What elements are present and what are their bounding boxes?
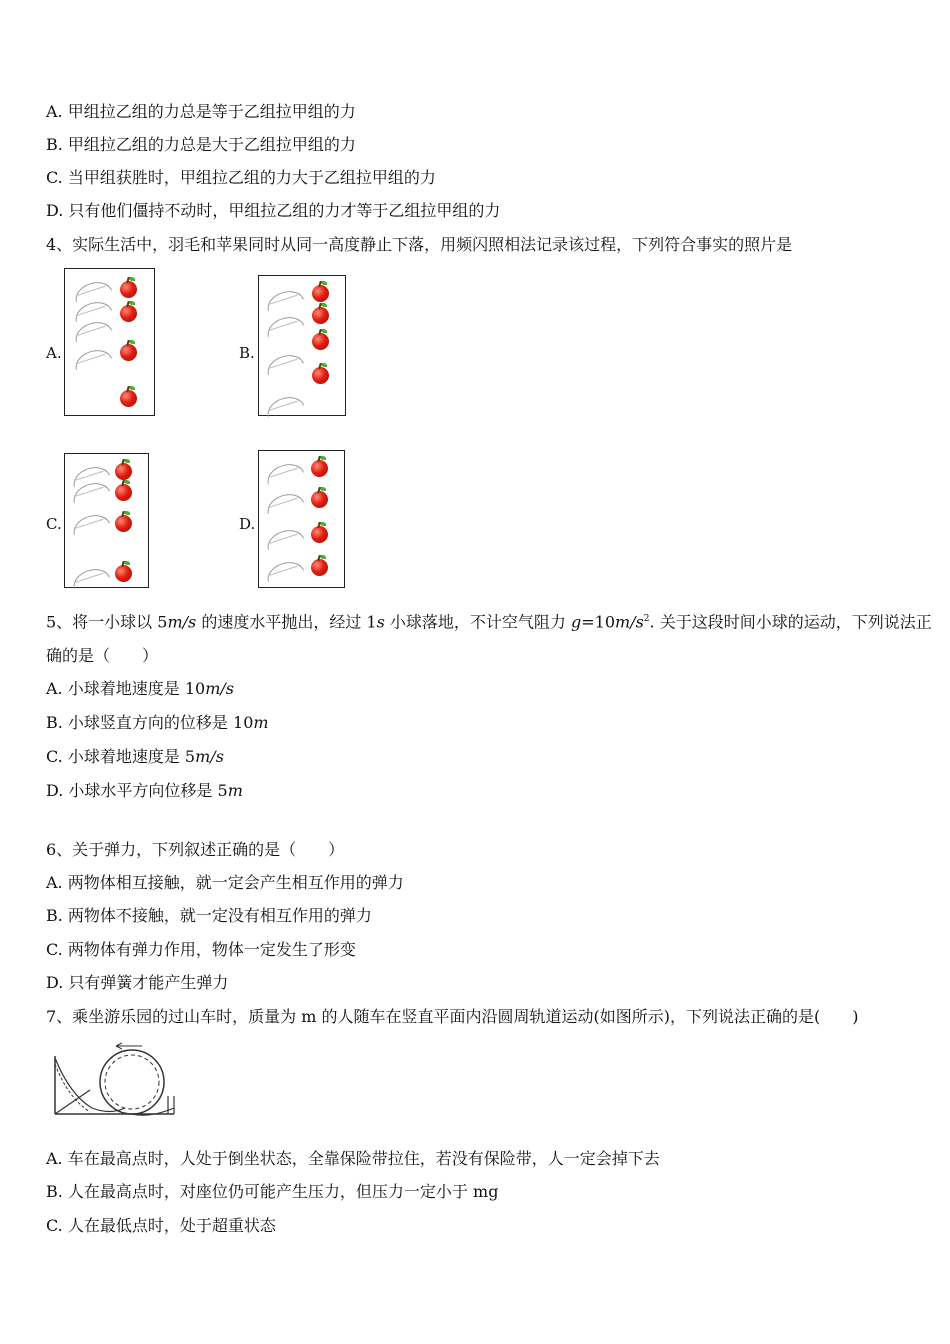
feather-icon [264, 557, 304, 582]
q4-label-d: D. [239, 515, 256, 533]
q4-photo-d [258, 450, 345, 588]
feather-icon [264, 392, 304, 417]
apple-icon [311, 460, 328, 477]
apple-icon [120, 344, 137, 361]
q5-option-unit: m [253, 713, 269, 732]
q5-option-text: C. 小球着地速度是 5 [46, 747, 196, 766]
feather-icon [264, 312, 304, 337]
q7-option-b: B. 人在最高点时，对座位仍可能产生压力，但压力一定小于 mg [46, 1182, 499, 1201]
apple-icon [120, 390, 137, 407]
q5-option-c [46, 747, 224, 767]
q4-label-b: B. [239, 344, 255, 362]
q5-stem [46, 609, 932, 632]
feather-icon [72, 277, 112, 302]
q5-stem-superscript: 2 [643, 614, 650, 624]
q5-stem-unit: m/s [615, 612, 644, 632]
q5-option-d [46, 781, 243, 801]
apple-icon [115, 515, 132, 532]
q5-option-unit: m/s [195, 747, 224, 766]
q4-photo-b [258, 275, 346, 416]
q5-stem-symbol: g [571, 612, 582, 632]
feather-icon [264, 350, 304, 375]
apple-icon [312, 285, 329, 302]
apple-icon [312, 333, 329, 350]
q5-stem-part: =10 [581, 612, 616, 632]
q7-option-a: A. 车在最高点时，人处于倒坐状态，全靠保险带拉住，若没有保险带，人一定会掉下去 [46, 1149, 660, 1168]
q6-option-b: B. 两物体不接触，就一定没有相互作用的弹力 [46, 906, 372, 925]
q3-option-a: A. 甲组拉乙组的力总是等于乙组拉甲组的力 [46, 102, 356, 121]
apple-icon [115, 484, 132, 501]
q3-option-b: B. 甲组拉乙组的力总是大于乙组拉甲组的力 [46, 135, 356, 154]
q5-stem-line2: 确的是（ ） [46, 646, 159, 665]
q5-stem-part: . 关于这段时间小球的运动，下列说法正 [649, 612, 932, 632]
q5-stem-unit: s [376, 612, 385, 632]
q5-option-b [46, 713, 269, 733]
q6-option-a: A. 两物体相互接触，就一定会产生相互作用的弹力 [46, 873, 404, 892]
apple-icon [115, 463, 132, 480]
feather-icon [70, 510, 110, 535]
q4-label-a: A. [46, 344, 62, 362]
q5-stem-unit: m/s [167, 612, 197, 632]
roller-coaster-diagram [50, 1040, 180, 1120]
q5-stem-part: 小球落地，不计空气阻力 [384, 612, 571, 632]
q5-option-text: D. 小球水平方向位移是 5 [46, 781, 228, 800]
apple-icon [312, 307, 329, 324]
q3-option-c: C. 当甲组获胜时，甲组拉乙组的力大于乙组拉甲组的力 [46, 168, 436, 187]
feather-icon [70, 564, 110, 589]
feather-icon [72, 345, 112, 370]
q7-option-c: C. 人在最低点时，处于超重状态 [46, 1216, 276, 1235]
q4-stem: 4、实际生活中，羽毛和苹果同时从同一高度静止下落，用频闪照相法记录该过程，下列符合事实的照片是 [46, 235, 793, 254]
q5-option-text: B. 小球竖直方向的位移是 10 [46, 713, 254, 732]
q5-option-text: A. 小球着地速度是 10 [46, 679, 206, 698]
feather-icon [264, 525, 304, 550]
apple-icon [312, 367, 329, 384]
apple-icon [120, 281, 137, 298]
q6-stem: 6、关于弹力，下列叙述正确的是（ ） [46, 840, 345, 859]
apple-icon [120, 305, 137, 322]
q5-option-a [46, 679, 234, 699]
q5-option-unit: m [227, 781, 243, 800]
apple-icon [115, 565, 132, 582]
feather-icon [264, 459, 304, 484]
apple-icon [311, 559, 328, 576]
feather-icon [264, 489, 304, 514]
q5-option-unit: m/s [205, 679, 234, 698]
apple-icon [311, 526, 328, 543]
feather-icon [264, 286, 304, 311]
q6-option-c: C. 两物体有弹力作用，物体一定发生了形变 [46, 940, 356, 959]
q6-option-d: D. 只有弹簧才能产生弹力 [46, 973, 229, 992]
q5-stem-part: 5、将一小球以 5 [46, 612, 168, 632]
q4-label-c: C. [46, 515, 62, 533]
q4-photo-a [64, 268, 155, 416]
q3-option-d: D. 只有他们僵持不动时，甲组拉乙组的力才等于乙组拉甲组的力 [46, 201, 501, 220]
q7-stem: 7、乘坐游乐园的过山车时，质量为 m 的人随车在竖直平面内沿圆周轨道运动(如图所示)，下列说法正确的是( ) [46, 1007, 859, 1026]
q5-stem-part: 的速度水平抛出，经过 1 [196, 612, 377, 632]
q4-photo-c [64, 453, 149, 588]
apple-icon [311, 491, 328, 508]
